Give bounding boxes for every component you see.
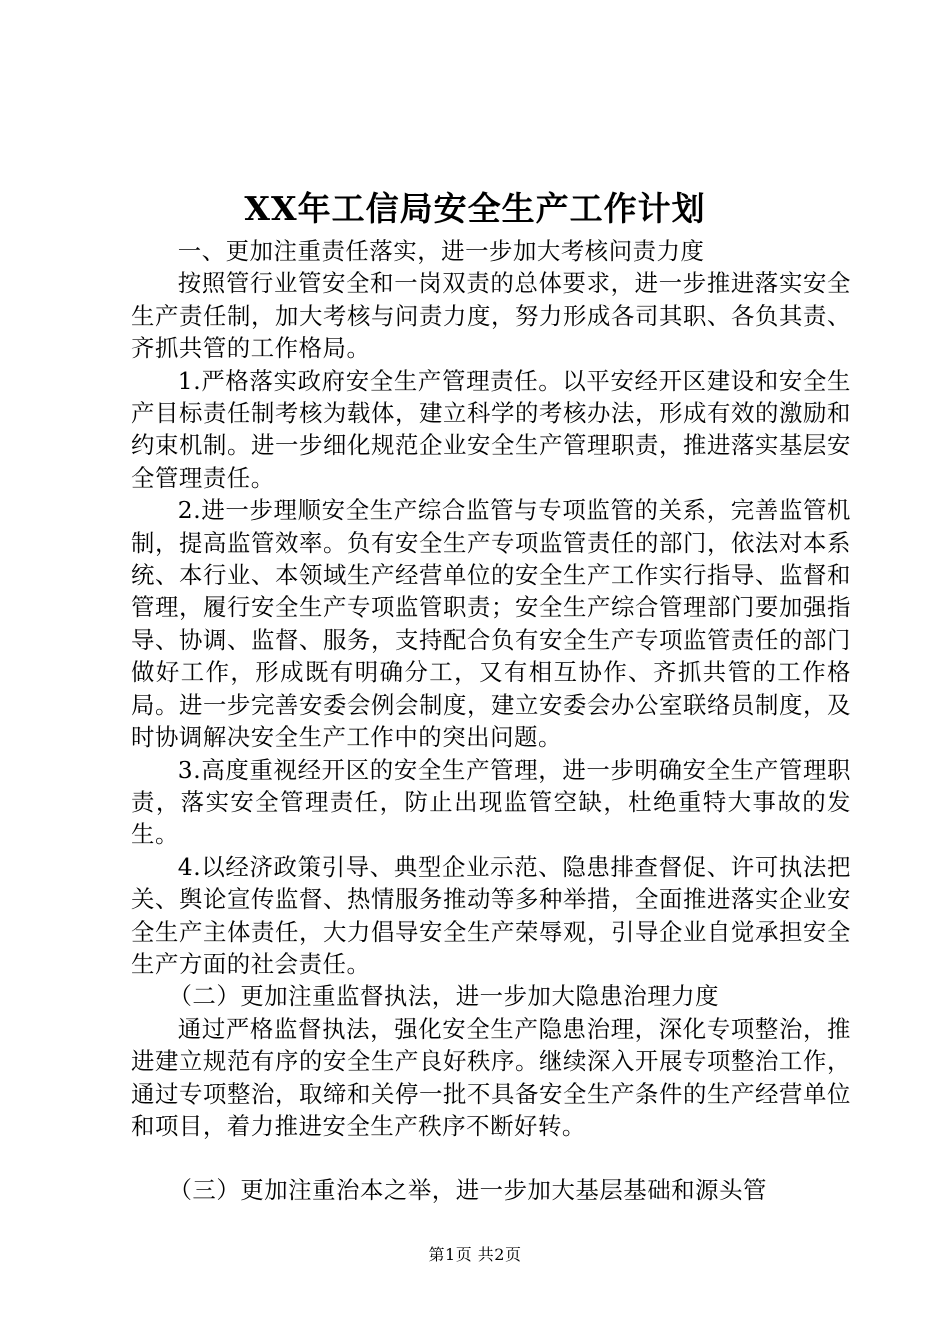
page-number-footer: 第1页 共2页 — [428, 1245, 522, 1264]
body-paragraph: 按照管行业管安全和一岗双责的总体要求，进一步推进落实安全生产责任制，加大考核与问责力度，努力形成各司其职、各负其责、齐抓共管的工作格局。 — [131, 269, 851, 363]
body-paragraph: 1.严格落实政府安全生产管理责任。以平安经开区建设和安全生产目标责任制考核为载体，建立科学的考核办法，形成有效的激励和约束机制。进一步细化规范企业安全生产管理职责，推进落实基层安全管理责任。 — [131, 366, 851, 492]
section-heading-3: （三）更加注重治本之举，进一步加大基层基础和源头管 — [168, 1176, 767, 1205]
section-heading-1: 一、更加注重责任落实，进一步加大考核问责力度 — [177, 237, 705, 265]
body-paragraph: 4.以经济政策引导、典型企业示范、隐患排查督促、许可执法把关、舆论宣传监督、热情服务推动等多种举措，全面推进落实企业安全生产主体责任，大力倡导安全生产荣辱观，引导企业自觉承担安全生产方面的社会责任。 — [131, 852, 851, 978]
document-title: XX年工信局安全生产工作计划 — [244, 189, 706, 228]
body-paragraph: 通过严格监督执法，强化安全生产隐患治理，深化专项整治，推进建立规范有序的安全生产良好秩序。继续深入开展专项整治工作，通过专项整治，取缔和关停一批不具备安全生产条件的生产经营单位和项目，着力推进安全生产秩序不断好转。 — [131, 1014, 851, 1140]
document-body — [131, 235, 851, 1207]
body-paragraph: 3.高度重视经开区的安全生产管理，进一步明确安全生产管理职责，落实安全管理责任，防止出现监管空缺，杜绝重特大事故的发生。 — [131, 755, 851, 849]
section-heading-2: （二）更加注重监督执法，进一步加大隐患治理力度 — [168, 982, 720, 1011]
body-paragraph: 2.进一步理顺安全生产综合监管与专项监管的关系，完善监管机制，提高监管效率。负有安全生产专项监管责任的部门，依法对本系统、本行业、本领域生产经营单位的安全生产工作实行指导、监督和管理，履行安全生产专项监管职责；安全生产综合管理部门要加强指导、协调、监督、服务，支持配合负有安全生产专项监管责任的部门做好工作，形成既有明确分工，又有相互协作、齐抓共管的工作格局。进一步完善安委会例会制度，建立安委会办公室联络员制度，及时协调解决安全生产工作中的突出问题。 — [131, 496, 851, 752]
